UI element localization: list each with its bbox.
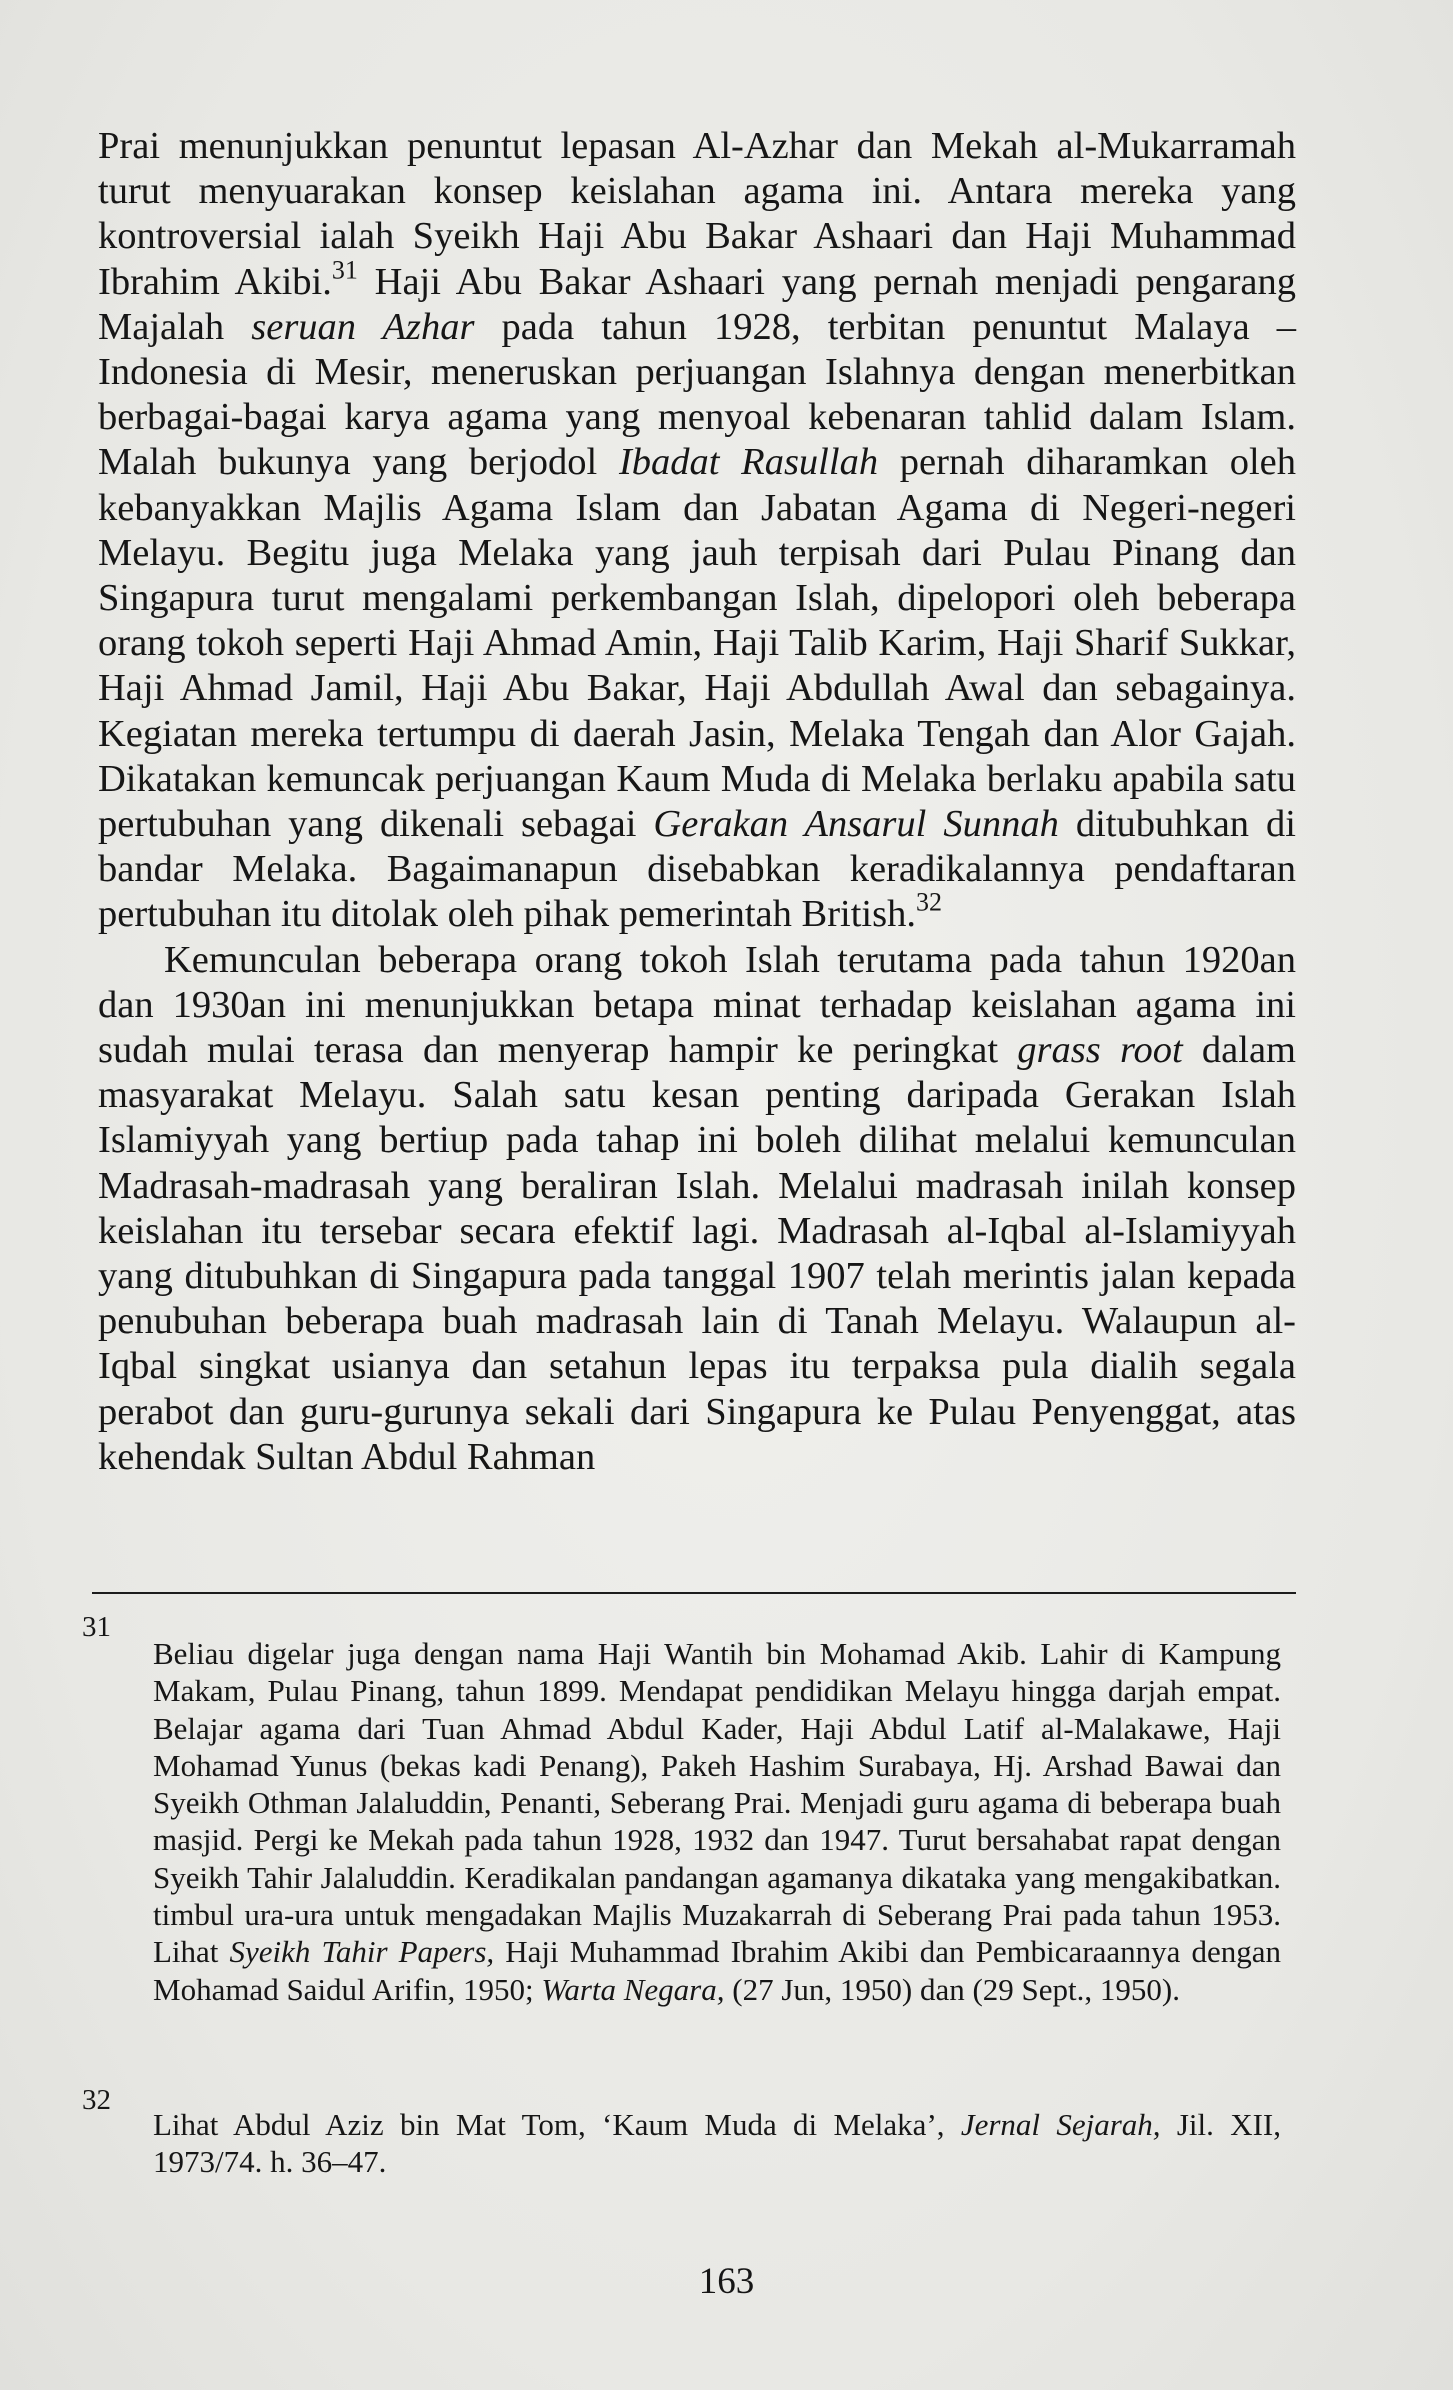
text-run: dalam masyarakat Melayu. Salah satu kesan penting daripada Gerakan Islah Islamiyyah yang bertiup pada tahap ini boleh dilihat melalui kemunculan Madrasah-madrasah yang beraliran Islah. Melalui madrasah inilah konsep keislahan itu tersebar secara efektif lagi. Madrasah al-Iqbal al-Islamiyyah yang ditubuhkan di Singapura pada tanggal 1907 telah merintis jalan kepada penubuhan beberapa buah madrasah lain di Tanah Melayu. Walaupun al-Iqbal singkat usianya dan setahun lepas itu terpaksa pula dialih segala perabot dan guru-gurunya sekali dari Singapura ke Pulau Penyenggat, atas kehendak Sultan Abdul Rahman (98, 1029, 1297, 1478)
paragraph-1 (98, 124, 1296, 938)
page-number: 163 (698, 2261, 755, 2302)
footnote-ref-32: 32 (915, 887, 942, 917)
footnote-number: 32 (82, 2084, 111, 2116)
main-text (98, 124, 1296, 1480)
footnote-divider (92, 1592, 1296, 1594)
text-run: Haji Abu Bakar Ashaari yang pernah menjadi pengarang Majalah (98, 260, 1296, 348)
italic-title: seruan Azhar (251, 305, 475, 348)
italic-title: Gerakan Ansarul Sunnah (653, 803, 1059, 846)
text-run: Beliau digelar juga dengan nama Haji Wantih bin Mohamad Akib. Lahir di Kampung Makam, Pulau Pinang, tahun 1899. Mendapat pendidikan Melayu hingga darjah empat. Belajar agama dari Tuan Ahmad Abdul Kader, Haji Abdul Latif al-Malakawe, Haji Mohamad Yunus (bekas kadi Penang), Pakeh Hashim Surabaya, Hj. Arshad Bawai dan Syeikh Othman Jalaluddin, Penanti, Seberang Prai. Menjadi guru agama di beberapa buah masjid. Pergi ke Mekah pada tahun 1928, 1932 dan 1947. Turut bersahabat rapat dengan Syeikh Tahir Jalaluddin. Keradikalan pandangan agamanya dikataka yang mengakibatkan. timbul ura-ura untuk mengadakan Majlis Muzakarrah di Seberang Prai pada tahun 1953. Lihat (153, 1636, 1281, 1970)
text-run: pernah diharamkan oleh kebanyakkan Majlis Agama Islam dan Jabatan Agama di Negeri-negeri Melayu. Begitu juga Melaka yang jauh terpisah dari Pulau Pinang dan Singapura turut mengalami perkembangan Islah, dipelopori oleh beberapa orang tokoh seperti Haji Ahmad Amin, Haji Talib Karim, Haji Sharif Sukkar, Haji Ahmad Jamil, Haji Abu Bakar, Haji Abdullah Awal dan sebagainya. Kegiatan mereka tertumpu di daerah Jasin, Melaka Tengah dan Alor Gajah. Dikatakan kemuncak perjuangan Kaum Muda di Melaka berlaku apabila satu pertubuhan yang dikenali sebagai (98, 441, 1296, 846)
italic-title: Ibadat Rasullah (618, 441, 879, 484)
italic-title: Syeikh Tahir Papers, (229, 1934, 495, 1970)
footnote-ref-31: 31 (331, 255, 358, 285)
text-run: Haji Muhammad Ibrahim Akibi dan Pembicaraannya dengan Mohamad Saidul Arifin, 1950; (153, 1934, 1282, 2007)
text-run: Jil. XII, 1973/74. h. 36–47. (153, 2107, 1281, 2180)
text-run: Lihat Abdul Aziz bin Mat Tom, ‘Kaum Muda di Melaka’, (153, 2107, 961, 2142)
paragraph-2 (98, 938, 1296, 1480)
italic-title: Jernal Sejarah, (960, 2107, 1161, 2142)
text-run: pada tahun 1928, terbitan penuntut Malaya – Indonesia di Mesir, meneruskan perjuangan Islahnya dengan menerbitkan berbagai-bagai karya agama yang menyoal kebenaran tahlid dalam Islam. Malah bukunya yang berjodol (98, 305, 1297, 484)
text-run: Prai menunjukkan penuntut lepasan Al-Azhar dan Mekah al-Mukarramah turut menyuarakan konsep keislahan agama ini. Antara mereka yang kontroversial ialah Syeikh Haji Abu Bakar Ashaari dan Haji Muhammad Ibrahim Akibi. (98, 125, 1296, 303)
footnote-text (153, 1635, 1281, 2008)
footnote-number: 31 (82, 1611, 111, 1643)
italic-title: Warta Negara, (541, 1971, 725, 2007)
text-run: ditubuhkan di bandar Melaka. Bagaimanapun disebabkan keradikalannya pendaftaran pertubuhan itu ditolak oleh pihak pemerintah British. (98, 803, 1296, 936)
text-run: (27 Jun, 1950) dan (29 Sept., 1950). (724, 1971, 1180, 2007)
italic-term: grass root (1017, 1029, 1183, 1072)
footnote-text (153, 2106, 1281, 2181)
text-run: Kemunculan beberapa orang tokoh Islah terutama pada tahun 1920an dan 1930an ini menunjukkan betapa minat terhadap keislahan agama ini sudah mulai terasa dan menyerap hampir ke peringkat (98, 938, 1296, 1072)
